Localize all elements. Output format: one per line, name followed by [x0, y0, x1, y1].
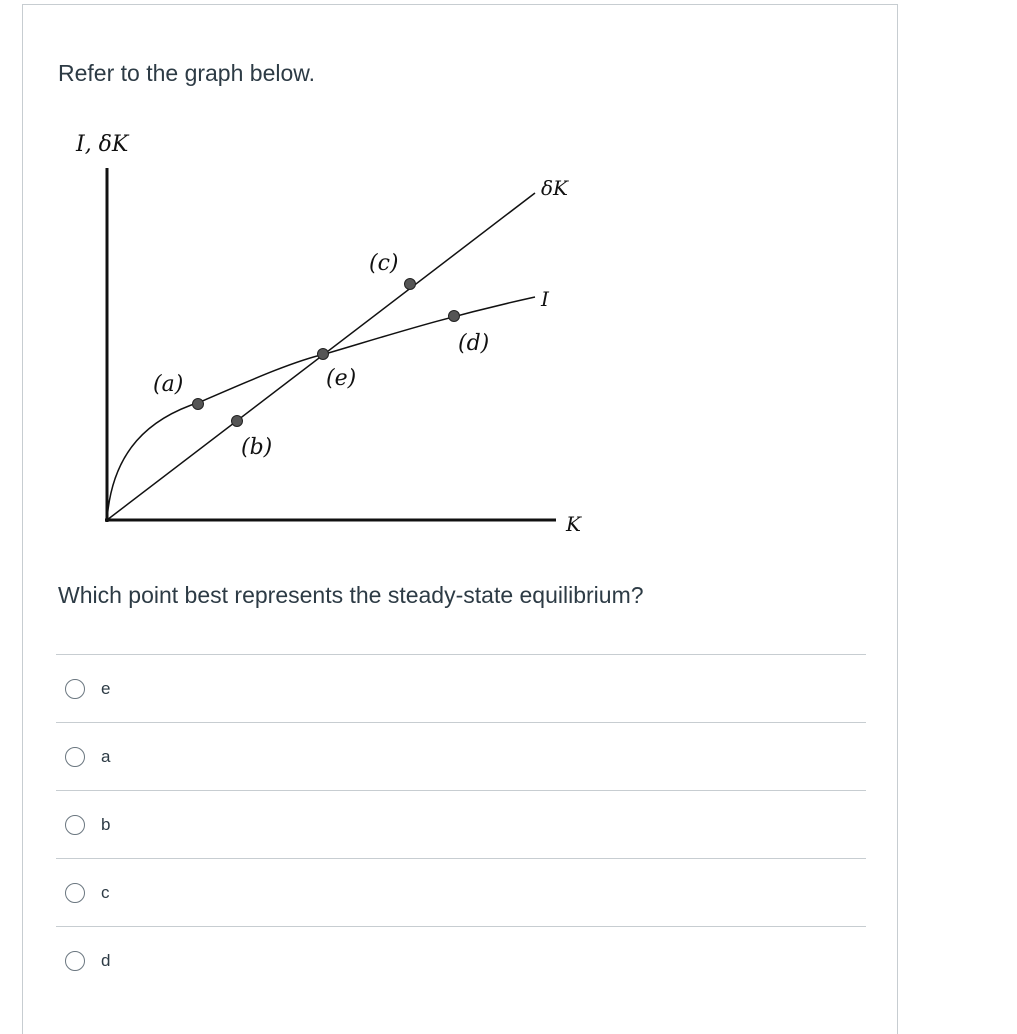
- point-c: [405, 279, 416, 290]
- answer-option[interactable]: [56, 654, 866, 722]
- answer-option[interactable]: [56, 858, 866, 926]
- point-b: [232, 416, 243, 427]
- point-label-c: (c): [369, 251, 399, 276]
- radio-button[interactable]: [65, 883, 85, 903]
- radio-button[interactable]: [65, 815, 85, 835]
- point-label-a: (a): [153, 372, 184, 397]
- point-e: [318, 349, 329, 360]
- answer-option[interactable]: [56, 722, 866, 790]
- answer-label: b: [101, 814, 111, 834]
- point-a: [193, 399, 204, 410]
- y-axis-label: I, δK: [76, 132, 129, 157]
- point-d: [449, 311, 460, 322]
- point-label-b: (b): [241, 435, 273, 460]
- point-label-e: (e): [326, 366, 357, 391]
- answer-label: e: [101, 678, 111, 698]
- radio-button[interactable]: [65, 679, 85, 699]
- investment-label: I: [541, 287, 549, 311]
- answer-list: [56, 654, 866, 994]
- answer-label: c: [101, 882, 110, 902]
- answer-option[interactable]: [56, 926, 866, 994]
- x-axis-label: K: [566, 512, 581, 536]
- point-label-d: (d): [458, 331, 490, 356]
- answer-option[interactable]: [56, 790, 866, 858]
- question-prompt: Refer to the graph below.: [58, 60, 315, 86]
- answer-label: a: [101, 746, 111, 766]
- answer-label: d: [101, 950, 111, 970]
- depreciation-label: δK: [541, 176, 568, 200]
- question-text: Which point best represents the steady-state equilibrium?: [58, 582, 644, 608]
- radio-button[interactable]: [65, 747, 85, 767]
- radio-button[interactable]: [65, 951, 85, 971]
